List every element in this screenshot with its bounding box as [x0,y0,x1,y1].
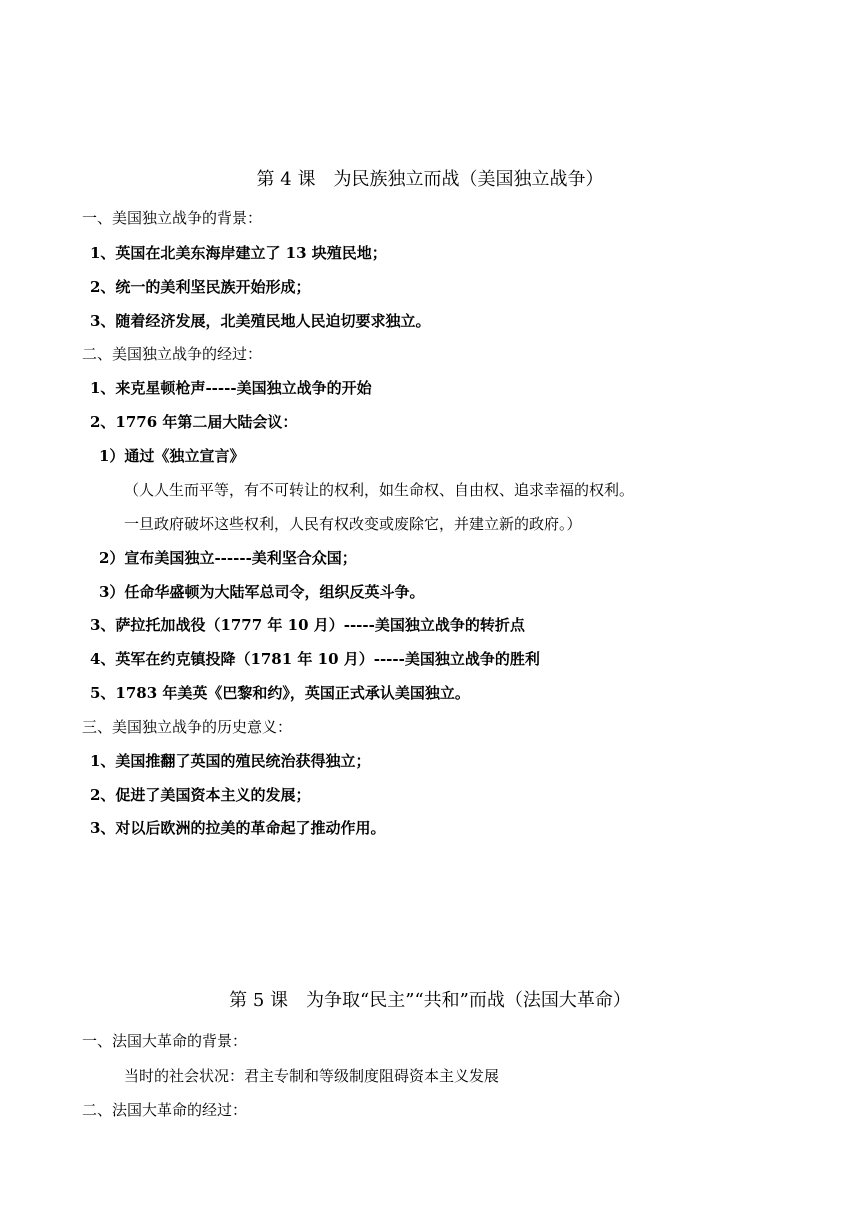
list-item: 1、来克星顿枪声-----美国独立战争的开始 [90,379,372,397]
list-item: 3、随着经济发展，北美殖民地人民迫切要求独立。 [90,312,431,330]
lesson5-title: 第 5 课 为争取“民主”“共和”而战（法国大革命） [229,990,631,1011]
list-item: 2、1776 年第二届大陆会议： [90,413,298,431]
lesson5-section1-text: 当时的社会状况：君主专制和等级制度阻碍资本主义发展 [124,1067,500,1085]
list-item: 3、萨拉托加战役（1777 年 10 月）-----美国独立战争的转折点 [90,616,525,634]
lesson4-section3-heading: 三、美国独立战争的历史意义： [82,718,293,736]
list-item: 2、促进了美国资本主义的发展； [90,786,311,804]
list-item: 1、英国在北美东海岸建立了 13 块殖民地； [90,244,387,262]
sub-list-item: 3）任命华盛顿为大陆军总司令，组织反英斗争。 [99,583,425,601]
sub-list-item: 2）宣布美国独立------美利坚合众国； [99,549,357,567]
list-item: 2、统一的美利坚民族开始形成； [90,278,311,296]
lesson4-title: 第 4 课 为民族独立而战（美国独立战争） [256,169,604,190]
lesson5-section2-heading: 二、法国大革命的经过： [82,1101,248,1119]
list-item: 4、英军在约克镇投降（1781 年 10 月）-----美国独立战争的胜利 [90,650,540,668]
lesson4-section2-heading: 二、美国独立战争的经过： [82,345,263,363]
lesson5-section1-heading: 一、法国大革命的背景： [82,1032,248,1050]
list-item: 1、美国推翻了英国的殖民统治获得独立； [90,752,371,770]
quote-line: 一旦政府破坏这些权利，人民有权改变或废除它，并建立新的政府。） [124,515,582,533]
quote-line: （人人生而平等，有不可转让的权利，如生命权、自由权、追求幸福的权利。 [124,481,635,499]
lesson4-section1-heading: 一、美国独立战争的背景： [82,209,263,227]
list-item: 3、对以后欧洲的拉美的革命起了推动作用。 [90,819,386,837]
sub-list-item: 1）通过《独立宣言》 [99,447,245,465]
list-item: 5、1783 年美英《巴黎和约》，英国正式承认美国独立。 [90,684,470,702]
